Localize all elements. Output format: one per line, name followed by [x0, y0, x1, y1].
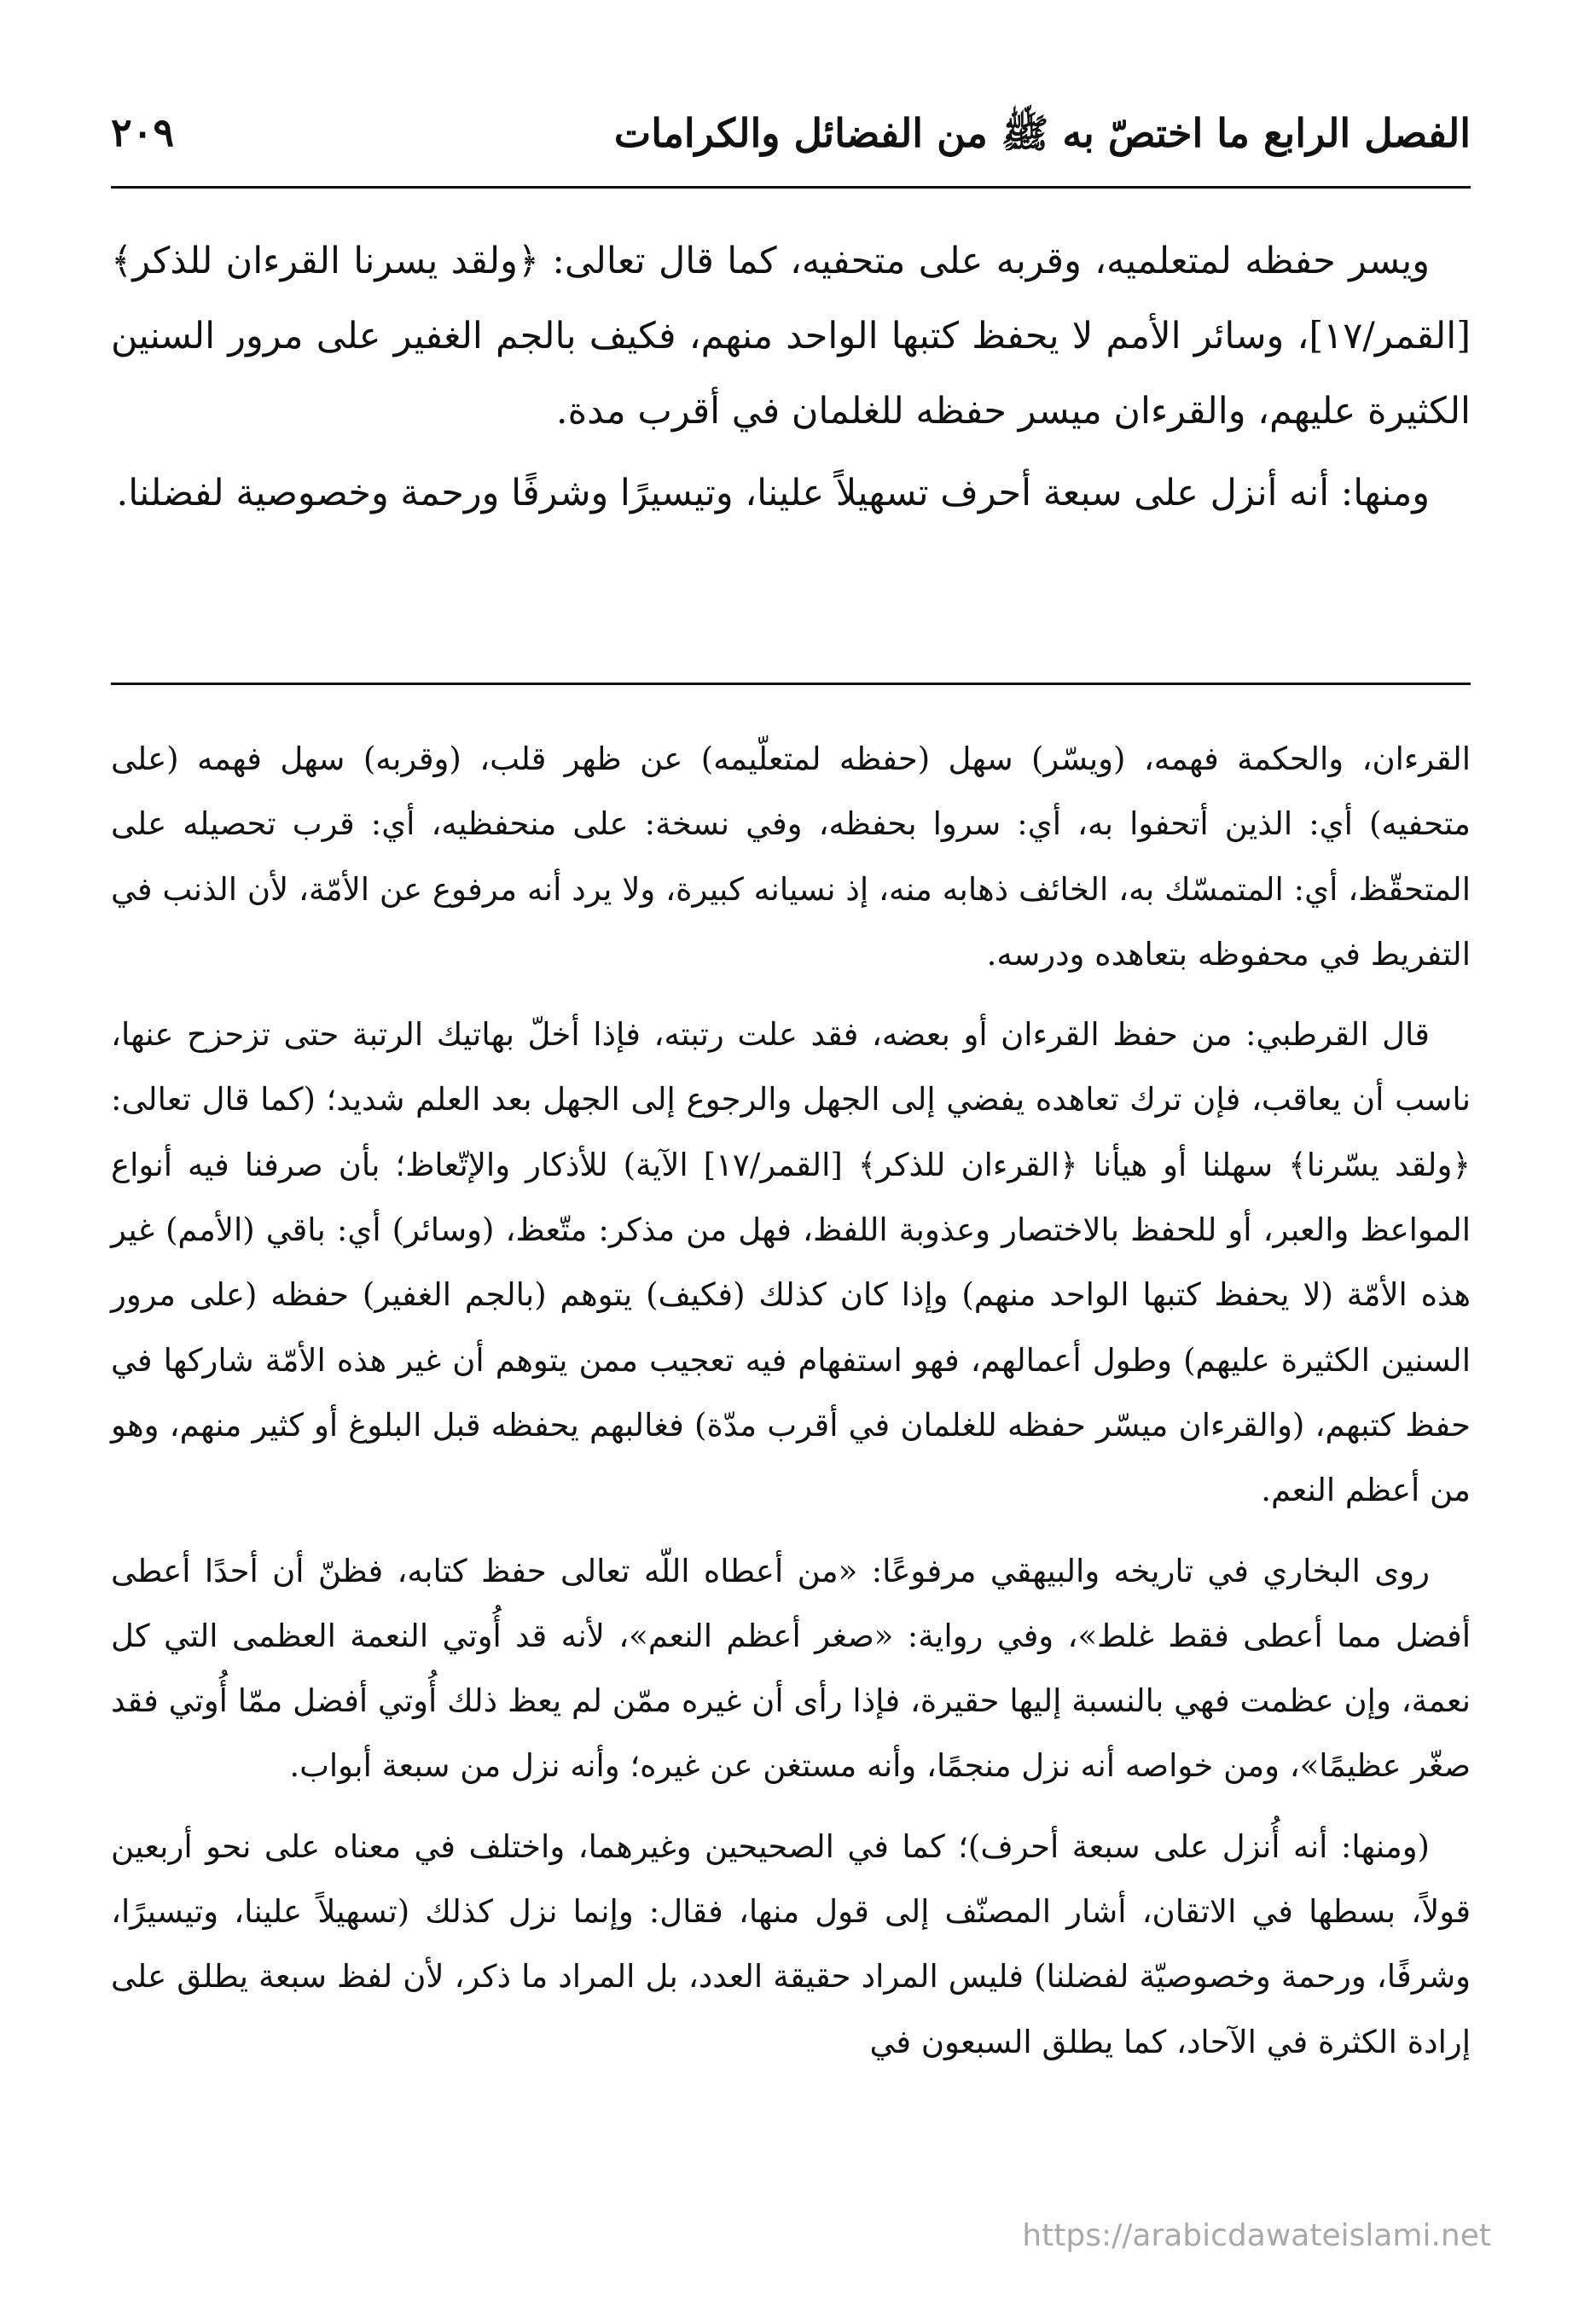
main-paragraph: ومنها: أنه أنزل على سبعة أحرف تسهيلاً علينا، وتيسيرًا وشرفًا ورحمة وخصوصية لفضلنا.: [116, 472, 1430, 514]
commentary-paragraph: قال القرطبي: من حفظ القرءان أو بعضه، فقد علت رتبته، فإذا أخلّ بهاتيك الرتبة حتى تزحزح عنها، ناسب أن يعاقب، فإن ترك تعاهده يفضي إلى الجهل والرجوع إلى الجهل بعد العلم شديد؛ (كما قال تعالى: ﴿ولقد يسّرنا﴾ سهلنا أو هيأنا ﴿القرءان للذكر﴾ [القمر/١٧] الآية) للأذكار والإتّعاظ؛ بأن صرفنا فيه أنواع المواعظ والعبر، أو للحفظ بالاختصار وعذوبة اللفظ، فهل من مذكر: متّعظ، (وسائر) أي: باقي (الأمم) غير هذه الأمّة (لا يحفظ كتبها الواحد منهم) وإذا كان كذلك (فكيف) يتوهم (بالجم الغفير) حفظه (على مرور السنين الكثيرة عليهم) وطول أعمالهم، فهو استفهام فيه تعجيب ممن يتوهم أن غير هذه الأمّة شاركها في حفظ كتبهم، (والقرءان ميسّر حفظه للغلمان في أقرب مدّة) فغالبهم يحفظه قبل البلوغ أو كثير منهم، وهو من أعظم النعم.: [111, 1016, 1471, 1509]
commentary-text: [111, 727, 1471, 2075]
commentary-paragraph: روى البخاري في تاريخه والبيهقي مرفوعًا: «من أعطاه اللّه تعالى حفظ كتابه، فظنّ أن أحدًا أعطى أفضل مما أعطى فقط غلط»، وفي رواية: «صغر أعظم النعم»، لأنه قد أُوتي النعمة العظمى التي كل نعمة، وإن عظمت فهي بالنسبة إليها حقيرة، فإذا رأى أن غيره ممّن لم يعظ ذلك أُوتي أفضل ممّا أُوتي فقد صغّر عظيمًا»، ومن خواصه أنه نزل منجمًا، وأنه مستغن عن غيره؛ وأنه نزل من سبعة أبواب.: [111, 1552, 1471, 1785]
commentary-paragraph: (ومنها: أنه أُنزل على سبعة أحرف)؛ كما في الصحيحين وغيرهما، واختلف في معناه على نحو أربعين قولاً، بسطها في الاتقان، أشار المصنّف إلى قول منها، فقال: وإنما نزل كذلك (تسهيلاً علينا، وتيسيرًا، وشرفًا، ورحمة وخصوصيّة لفضلنا) فليس المراد حقيقة العدد، بل المراد ما ذكر، لأن لفظ سبعة يطلق على إرادة الكثرة في الآحاد، كما يطلق السبعون في: [111, 1827, 1471, 2060]
main-paragraph: ويسر حفظه لمتعلميه، وقربه على متحفيه، كما قال تعالى: ﴿ولقد يسرنا القرءان للذكر﴾ [القمر/١٧]، وسائر الأمم لا يحفظ كتبها الواحد منهم، فكيف بالجم الغفير على مرور السنين الكثيرة عليهم، والقرءان ميسر حفظه للغلمان في أقرب مدة.: [111, 240, 1471, 433]
source-watermark: https://arabicdawateislami.net: [1022, 2218, 1491, 2253]
commentary-divider: [111, 683, 1471, 685]
page-header: [111, 109, 1471, 177]
commentary-paragraph: القرءان، والحكمة فهمه، (ويسّر) سهل (حفظه لمتعلّيمه) عن ظهر قلب، (وقربه) سهل فهمه (على متحفيه) أي: الذين أتحفوا به، أي: سروا بحفظه، وفي نسخة: على منحفظيه، أي: قرب تحصيله على المتحقّظ، أي: المتمسّك به، الخائف ذهابه منه، إذ نسيانه كبيرة، ولا يرد أنه مرفوع عن الأمّة، لأن الذنب في التفريط في محفوظه بتعاهده ودرسه.: [111, 741, 1471, 973]
main-text: [111, 224, 1471, 531]
header-rule: [111, 186, 1471, 189]
running-title: الفصل الرابع ما اختصّ به ﷺ من الفضائل والكرامات: [613, 110, 1471, 156]
page-number: ٢٠٩: [111, 109, 175, 155]
